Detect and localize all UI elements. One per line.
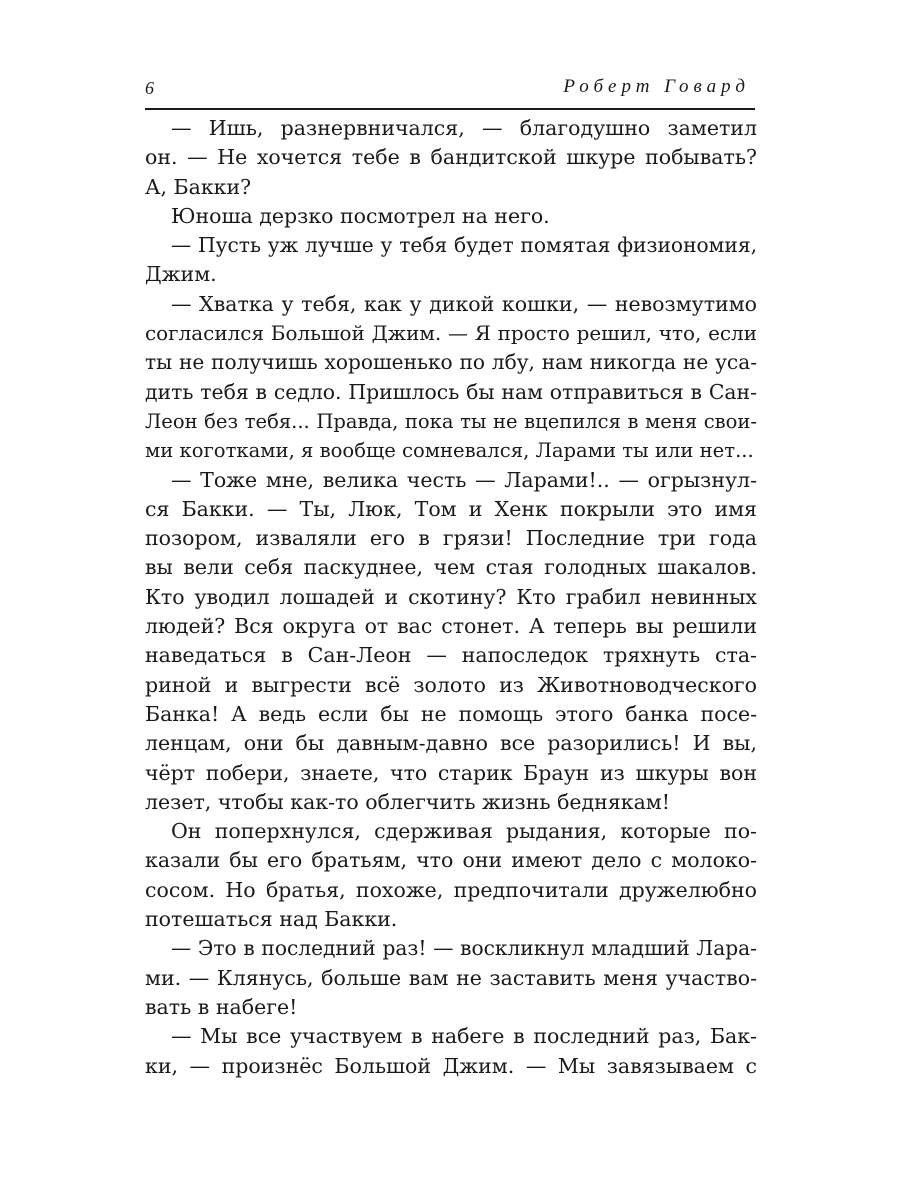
text-line: — Мы все участвуем в набеге в последний раз, Бак- [171,1024,757,1049]
text-line: наведаться в Сан-Леон — напоследок тряхнуть ста- [145,643,757,668]
text-line: — Пусть уж лучше у тебя будет помятая физиономия, [171,233,757,258]
running-head-author: Роберт Говард [563,76,750,97]
text-line: — Хватка у тебя, как у дикой кошки, — невозмутимо [171,291,757,316]
text-line: — Это в последний раз! — воскликнул младший Лара- [171,936,757,961]
text-line: дить тебя в седло. Пришлось бы нам отправиться в Сан- [145,379,757,404]
text-line: — Тоже мне, велика честь — Ларами!.. — огрызнул- [171,467,757,492]
text-line: он. — Не хочется тебе в бандитской шкуре побывать? [145,145,757,170]
page-header [145,72,755,110]
text-line: ки, — произнёс Большой Джим. — Мы завязываем с [145,1053,757,1078]
text-line: ми коготками, я вообще сомневался, Ларами ты или нет... [145,439,754,463]
text-line: казали бы его братьям, что они имеют дело с молоко- [145,848,757,873]
text-line: вы вели себя паскуднее, чем стая голодных шакалов. [145,555,757,580]
text-line: А, Бакки? [145,174,252,199]
text-line: людей? Вся округа от вас стонет. А теперь вы решили [145,614,757,639]
text-line: позором, изваляли его в грязи! Последние три года [145,526,757,551]
text-line: согласился Большой Джим. — Я просто решил, что, если [145,321,757,346]
text-line: Леон без тебя... Правда, пока ты не вцепился в меня свои- [145,409,757,433]
text-line: Джим. [145,262,217,287]
text-line: Банка! А ведь если бы не помощь этого банка посе- [145,701,757,726]
text-line: Он поперхнулся, сдерживая рыдания, которые по- [171,819,757,844]
text-line: потешаться над Бакки. [145,907,398,932]
text-line: Кто уводил лошадей и скотину? Кто грабил невинных [145,584,757,609]
text-line: чёрт побери, знаете, что старик Браун из шкуры вон [145,760,757,785]
page-number: 6 [145,78,154,98]
text-line: лезет, чтобы как-то облегчить жизнь беднякам! [145,789,670,814]
text-line: вать в набеге! [145,994,298,1019]
body-text [145,114,757,1081]
text-line: — Ишь, разнервничался, — благодушно заметил [171,116,757,140]
text-line: Юноша дерзко посмотрел на него. [171,203,550,228]
text-line: ты не получишь хорошенько по лбу, нам никогда не уса- [145,350,757,375]
text-line: ленцам, они бы давным-давно все разорились! И вы, [145,731,757,756]
text-line: ми. — Клянусь, больше вам не заставить меня участво- [145,965,757,990]
text-line: ся Бакки. — Ты, Люк, Том и Хенк покрыли это имя [145,496,757,521]
text-line: риной и выгрести всё золото из Животноводческого [145,672,757,697]
text-line: сосом. Но братья, похоже, предпочитали дружелюбно [145,877,757,902]
